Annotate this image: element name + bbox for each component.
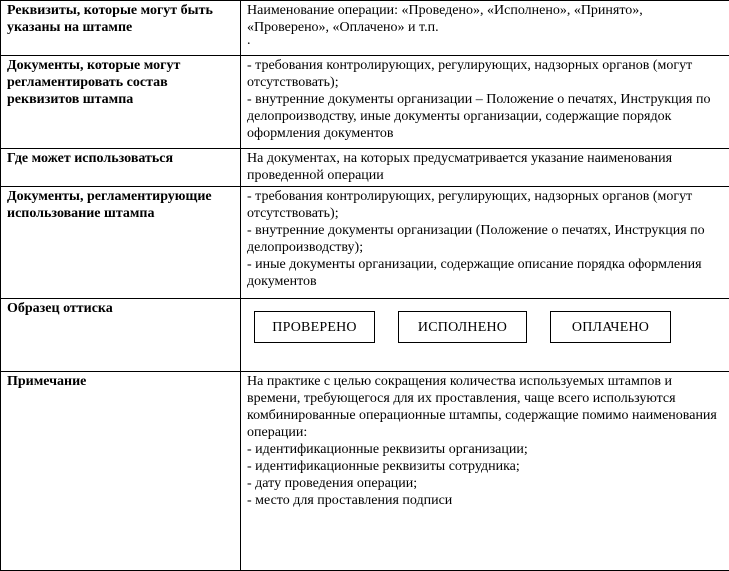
- stamp-sample: ОПЛАЧЕНО: [550, 311, 671, 343]
- stamp-sample: ПРОВЕРЕНО: [254, 311, 375, 343]
- value-line: .: [247, 33, 251, 48]
- table-row: [1, 1, 729, 56]
- value-line: На практике с целью сокращения количества используемых штампов и времени, требующегося для их проставления, чаще всего используются комбинированные операционные штампы, содержащие помимо наименования операции:: [247, 374, 717, 440]
- value-line: - требования контролирующих, регулирующих, надзорных органов (могут отсутствовать);: [247, 58, 693, 90]
- row-label: Документы, регламентирующие использование штампа: [1, 187, 241, 299]
- row-label: Реквизиты, которые могут быть указаны на штампе: [1, 1, 241, 56]
- value-line: - внутренние документы организации – Положение о печатях, Инструкция по делопроизводству, иные документы организации, содержащие порядок оформления документов: [247, 92, 711, 141]
- row-value: [241, 299, 729, 372]
- value-line: Наименование операции: «Проведено», «Исполнено», «Принято», «Проверено», «Оплачено» и т.п.: [247, 3, 643, 35]
- row-value: [241, 187, 729, 299]
- table-row: [1, 372, 729, 571]
- table-row: [1, 299, 729, 372]
- value-line: На документах, на которых предусматривается указание наименования проведенной операции: [247, 151, 673, 183]
- value-line: - идентификационные реквизиты сотрудника;: [247, 459, 520, 474]
- table-row: [1, 149, 729, 187]
- row-label: Документы, которые могут регламентировать состав реквизитов штампа: [1, 56, 241, 149]
- row-value: [241, 149, 729, 187]
- row-value: [241, 56, 729, 149]
- table-row: [1, 56, 729, 149]
- row-label: Где может использоваться: [1, 149, 241, 187]
- value-line: - место для проставления подписи: [247, 493, 453, 508]
- value-line: - идентификационные реквизиты организации;: [247, 442, 528, 457]
- row-value: [241, 372, 729, 571]
- row-value: [241, 1, 729, 56]
- table-row: [1, 187, 729, 299]
- value-line: - внутренние документы организации (Положение о печатях, Инструкция по делопроизводству);: [247, 223, 705, 255]
- row-label: Примечание: [1, 372, 241, 571]
- stamp-sample: ИСПОЛНЕНО: [398, 311, 527, 343]
- stamp-samples: [254, 311, 723, 343]
- value-line: - иные документы организации, содержащие описание порядка оформления документов: [247, 257, 702, 289]
- row-label: Образец оттиска: [1, 299, 241, 372]
- value-line: - дату проведения операции;: [247, 476, 418, 491]
- value-line: - требования контролирующих, регулирующих, надзорных органов (могут отсутствовать);: [247, 189, 693, 221]
